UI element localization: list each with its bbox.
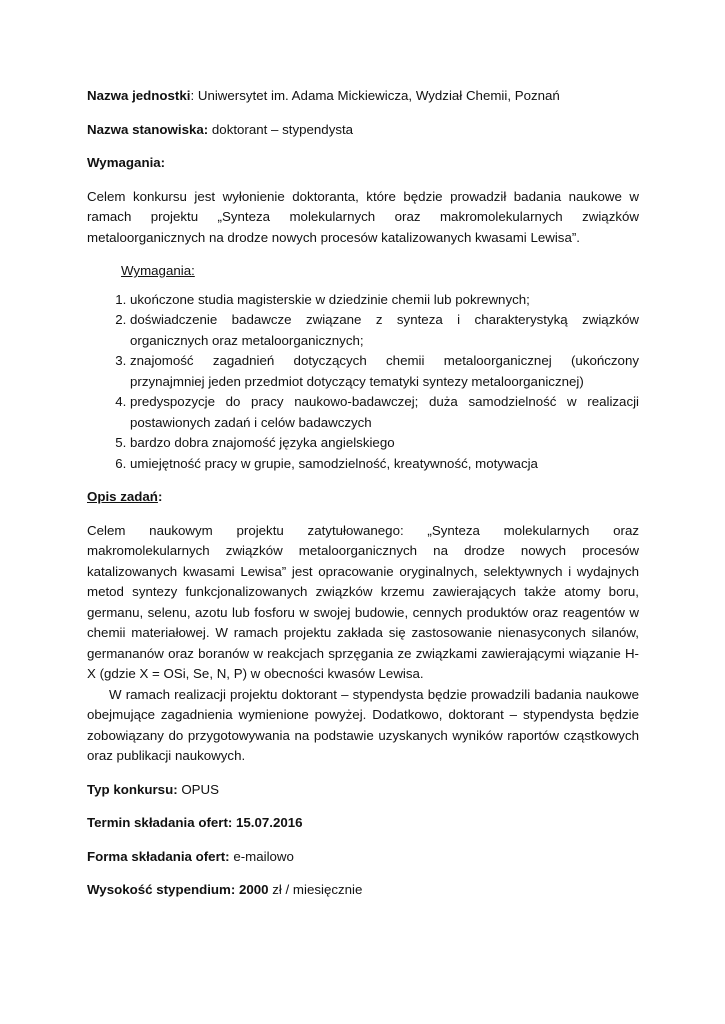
submission-form-label: Forma składania ofert: [87, 848, 230, 864]
tasks-heading-suffix: : [157, 489, 163, 504]
deadline-line [87, 813, 639, 834]
submission-form-line [87, 847, 639, 868]
position-label: Nazwa stanowiska: [87, 121, 209, 137]
unit-line [87, 86, 639, 107]
list-item: 4. predyspozycje do pracy naukowo-badawczej; duża samodzielność w realizacji postawionych zadań i celów badawczych [130, 392, 639, 433]
requirements-list [87, 290, 639, 475]
list-item: 5. bardzo dobra znajomość języka angielskiego [130, 433, 639, 454]
stipend-line [87, 880, 639, 901]
list-item: 6. umiejętność pracy w grupie, samodzielność, kreatywność, motywacja [130, 454, 639, 475]
list-item: 3. znajomość zagadnień dotyczących chemii metaloorganicznej (ukończony przynajmniej jeden przedmiot dotyczący tematyki syntezy metaloorganicznej) [130, 351, 639, 392]
requirements-sub-heading: Wymagania: [121, 263, 195, 278]
tasks-paragraph-2: W ramach realizacji projektu doktorant – stypendysta będzie prowadzili badania naukowe obejmujące zagadnienia wymienione powyżej. Dodatkowo, doktorant – stypendysta będzie zobowiązany do przygotowywania na podstawie uzyskanych wyników raportów cząstkowych oraz publikacji naukowych. [87, 686, 639, 763]
list-item: 1. ukończone studia magisterskie w dziedzinie chemii lub pokrewnych; [130, 290, 639, 311]
unit-value: : Uniwersytet im. Adama Mickiewicza, Wydział Chemii, Poznań [190, 88, 560, 103]
position-line [87, 120, 639, 141]
tasks-paragraph-1: Celem naukowym projektu zatytułowanego: „Synteza molekularnych oraz makromolekularnych związków metaloorganicznych na drodze nowych procesów katalizowanych kwasami Lewisa” jest opracowanie oryginalnych, selektywnych i wydajnych metod syntezy funkcjonalizowanych związków krzemu zawierających także atomy boru, germanu, selenu, azotu lub fosforu w swojej budowie, cennych produktów oraz reagentów w chemii materiałowej. W ramach projektu zakłada się zastosowanie nienasyconych silanów, germananów oraz boranów w reakcjach sprzęgania ze związkami zawierającymi wiązanie H-X (gdzie X = OSi, Se, N, P) w obecności kwasów Lewisa. [87, 522, 639, 681]
deadline-label: Termin składania ofert: 15.07.2016 [87, 815, 303, 830]
competition-type-value: OPUS [177, 781, 220, 797]
tasks-heading: Opis zadań [87, 489, 158, 504]
competition-type-line [87, 780, 639, 801]
position-value: doktorant – stypendysta [208, 121, 354, 137]
tasks-description [87, 521, 639, 767]
tasks-heading-line [87, 487, 639, 508]
competition-type-label: Typ konkursu: [87, 781, 178, 797]
requirements-heading: Wymagania: [87, 155, 166, 170]
stipend-value: zł / miesięcznie [268, 882, 363, 897]
stipend-label: Wysokość stypendium: 2000 [87, 882, 269, 897]
submission-form-value: e-mailowo [229, 848, 294, 864]
list-item: 2. doświadczenie badawcze związane z synteza i charakterystyką związków organicznych oraz metaloorganicznych; [130, 310, 639, 351]
intro-paragraph: Celem konkursu jest wyłonienie doktoranta, które będzie prowadził badania naukowe w ramach projektu „Synteza molekularnych oraz makromolekularnych związków metaloorganicznych na drodze nowych procesów katalizowanych kwasami Lewisa”. [87, 188, 639, 245]
unit-label: Nazwa jednostki [87, 88, 191, 103]
document-page [87, 86, 639, 914]
